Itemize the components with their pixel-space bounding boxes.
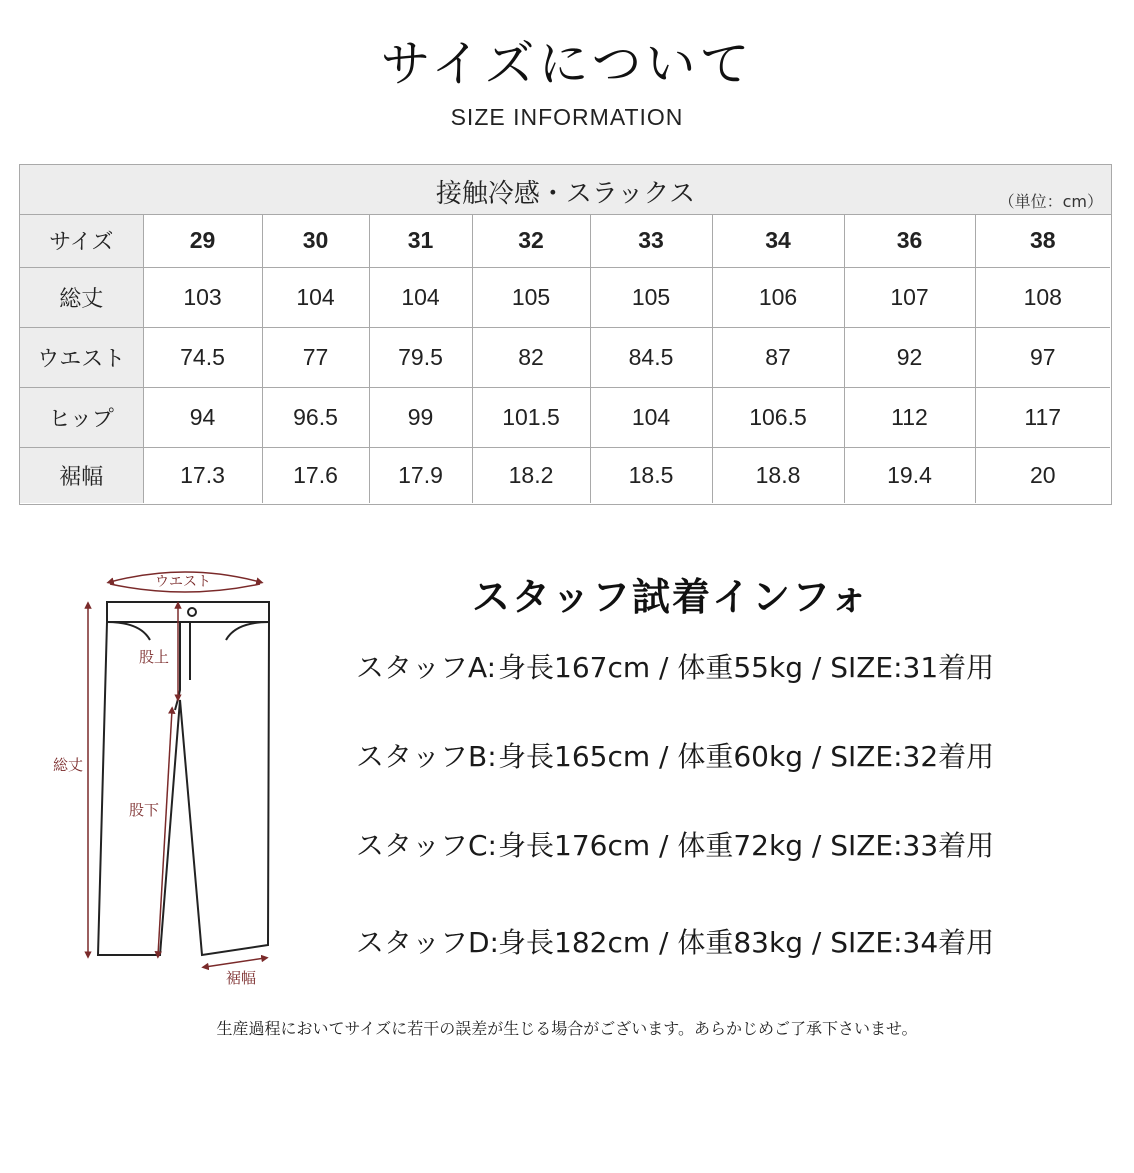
- table-cell: 94: [143, 387, 262, 447]
- disclaimer-note: 生産過程においてサイズに若干の誤差が生じる場合がございます。あらかじめご了承下さいませ。: [216, 1019, 918, 1038]
- table-row-length: [20, 267, 1110, 327]
- table-cell: 77: [262, 327, 369, 387]
- table-cell: 33: [590, 215, 712, 267]
- row-header: 総丈: [20, 267, 143, 327]
- table-cell: 99: [369, 387, 472, 447]
- staff-info: 身長176cm / 体重72kg / SIZE:33着用: [498, 829, 995, 862]
- hem-arrow: [205, 958, 265, 967]
- table-cell: 104: [590, 387, 712, 447]
- unit-label: （単位：cm）: [998, 192, 1103, 211]
- table-cell: 104: [369, 267, 472, 327]
- table-row-hip: [20, 387, 1110, 447]
- staff-name: スタッフD:: [356, 926, 499, 959]
- staff-info: 身長167cm / 体重55kg / SIZE:31着用: [498, 651, 995, 684]
- table-row-hem: [20, 447, 1110, 503]
- table-cell: 19.4: [844, 447, 975, 503]
- staff-info: 身長182cm / 体重83kg / SIZE:34着用: [498, 926, 995, 959]
- size-table-header: [20, 165, 1111, 215]
- staff-name: スタッフA:: [356, 651, 497, 684]
- table-cell: 74.5: [143, 327, 262, 387]
- table-cell: 18.5: [590, 447, 712, 503]
- row-header: ヒップ: [20, 387, 143, 447]
- staff-row-b: [356, 735, 994, 775]
- waist-label: ウエスト: [155, 574, 211, 590]
- hem-label: 裾幅: [225, 969, 257, 987]
- table-cell: 38: [975, 215, 1110, 267]
- staff-name: スタッフC:: [356, 829, 497, 862]
- table-cell: 79.5: [369, 327, 472, 387]
- table-cell: 106.5: [712, 387, 844, 447]
- table-cell: 29: [143, 215, 262, 267]
- row-header: サイズ: [20, 215, 143, 267]
- table-cell: 103: [143, 267, 262, 327]
- staff-row-c: [356, 824, 994, 864]
- size-table-title: 接触冷感・スラックス: [435, 179, 696, 209]
- size-table: [19, 164, 1112, 505]
- staff-info: 身長165cm / 体重60kg / SIZE:32着用: [498, 740, 995, 773]
- table-cell: 92: [844, 327, 975, 387]
- table-cell: 17.6: [262, 447, 369, 503]
- table-cell: 82: [472, 327, 590, 387]
- table-cell: 112: [844, 387, 975, 447]
- staff-title: スタッフ試着インフォ: [472, 575, 871, 619]
- table-row-waist: [20, 327, 1110, 387]
- staff-name: スタッフB:: [356, 740, 497, 773]
- table-cell: 36: [844, 215, 975, 267]
- table-cell: 105: [590, 267, 712, 327]
- table-cell: 17.9: [369, 447, 472, 503]
- table-cell: 84.5: [590, 327, 712, 387]
- table-cell: 87: [712, 327, 844, 387]
- staff-row-d: [356, 921, 994, 961]
- table-cell: 31: [369, 215, 472, 267]
- table-cell: 106: [712, 267, 844, 327]
- page-title: サイズについて: [380, 35, 754, 93]
- table-cell: 97: [975, 327, 1110, 387]
- row-header: ウエスト: [20, 327, 143, 387]
- table-row-size: [20, 215, 1110, 267]
- table-cell: 17.3: [143, 447, 262, 503]
- table-cell: 32: [472, 215, 590, 267]
- table-cell: 105: [472, 267, 590, 327]
- table-cell: 18.2: [472, 447, 590, 503]
- rise-label: 股上: [138, 648, 170, 666]
- table-cell: 104: [262, 267, 369, 327]
- table-cell: 101.5: [472, 387, 590, 447]
- table-cell: 18.8: [712, 447, 844, 503]
- table-cell: 30: [262, 215, 369, 267]
- length-label: 総丈: [52, 756, 84, 774]
- row-header: 裾幅: [20, 447, 143, 503]
- table-cell: 96.5: [262, 387, 369, 447]
- pants-illustration: [40, 560, 300, 1000]
- table-cell: 108: [975, 267, 1110, 327]
- table-cell: 34: [712, 215, 844, 267]
- staff-row-a: [356, 646, 994, 686]
- page-subtitle: SIZE INFORMATION: [450, 104, 684, 130]
- table-cell: 107: [844, 267, 975, 327]
- table-cell: 117: [975, 387, 1110, 447]
- size-table-body: [20, 215, 1110, 503]
- table-cell: 20: [975, 447, 1110, 503]
- pants-diagram: [40, 560, 300, 1000]
- inseam-label: 股下: [128, 801, 160, 819]
